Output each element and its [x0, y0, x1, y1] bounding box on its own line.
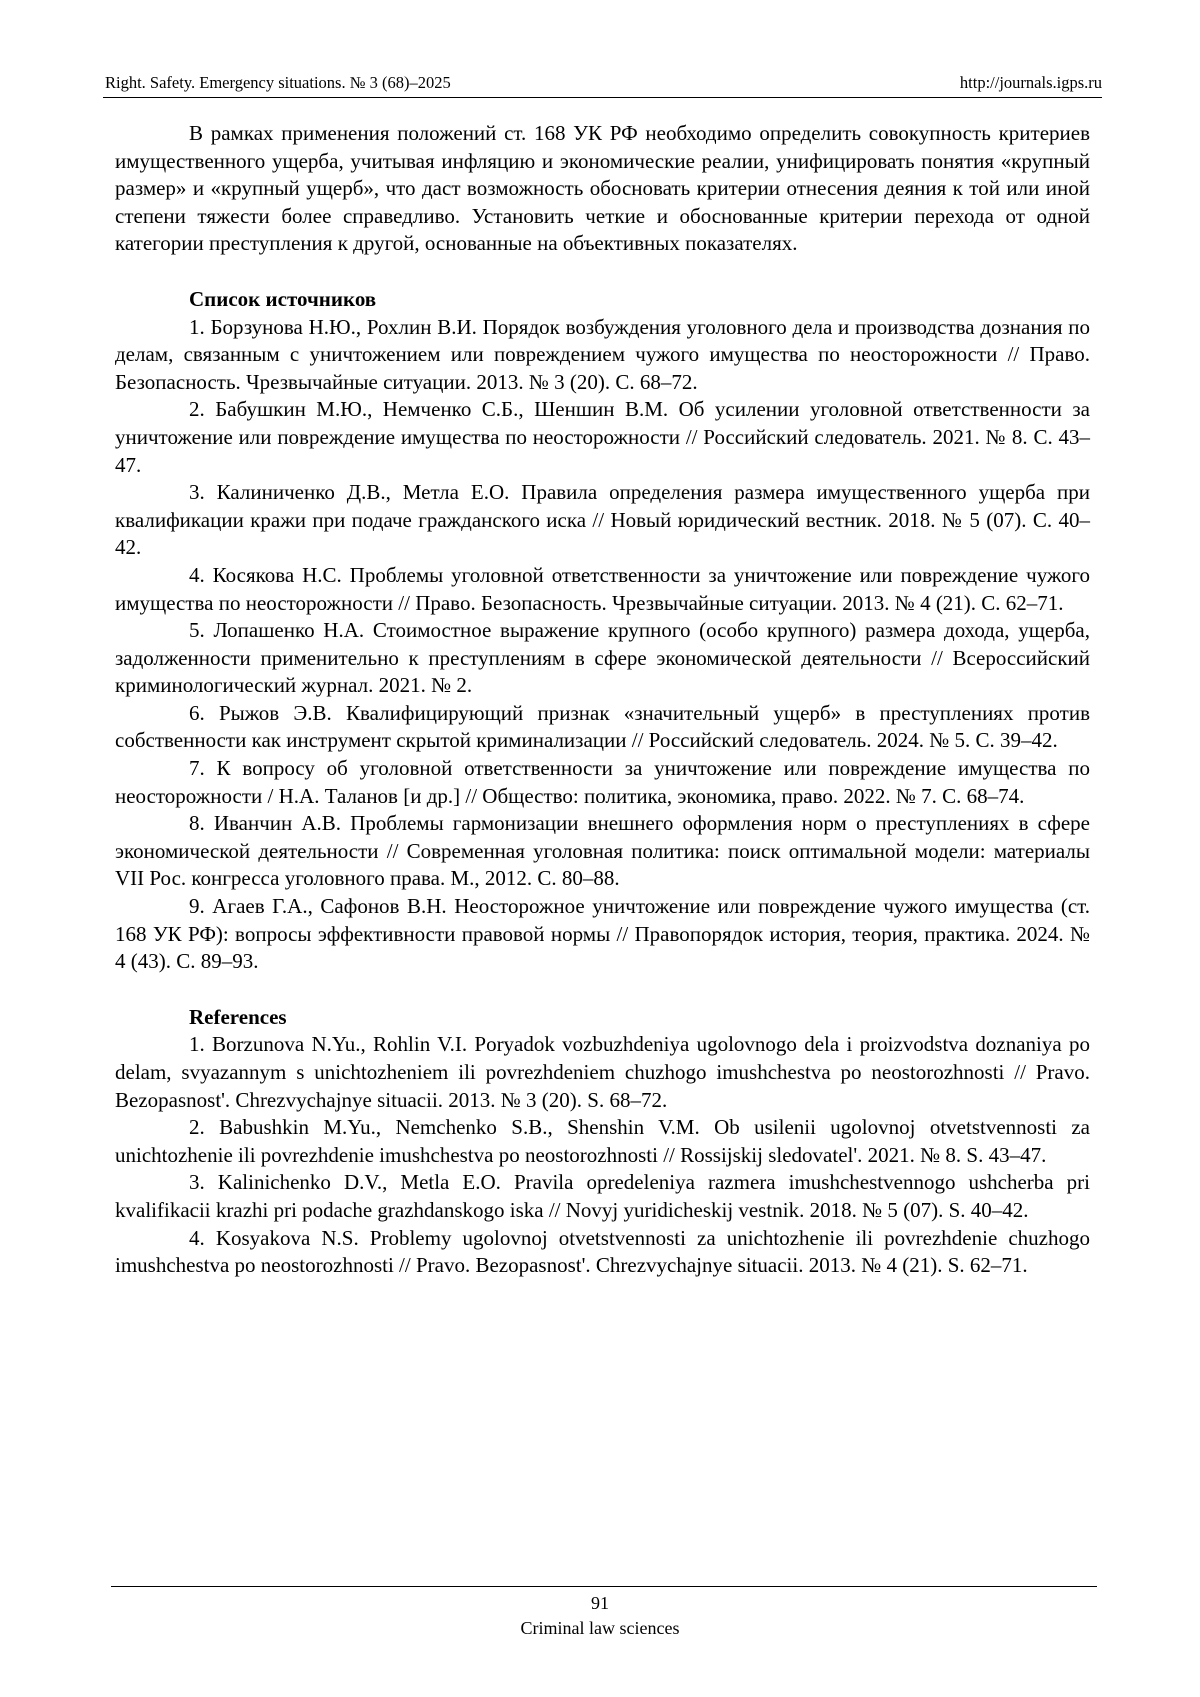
- footer-section-title: Criminal law sciences: [520, 1618, 680, 1638]
- reference-item: 1. Borzunova N.Yu., Rohlin V.I. Poryadok vozbuzhdeniya ugolovnogo dela i proizvodstva doznaniya po delam, svyazannym s unichtozheniem ili povrezhdeniem chuzhogo imushchestva po neostorozhnosti // Pravo. Bezopasnost'. Chrezvychajnye situacii. 2013. № 3 (20). S. 68–72.: [115, 1032, 1090, 1112]
- source-item: 8. Иванчин А.В. Проблемы гармонизации внешнего оформления норм о преступлениях в сфере экономической деятельности // Современная уголовная политика: поиск оптимальной модели: материалы VII Рос. конгресса уголовного права. М., 2012. С. 80–88.: [115, 811, 1090, 891]
- page-number: 91: [591, 1593, 609, 1613]
- reference-item: 3. Kalinichenko D.V., Metla E.O. Pravila opredeleniya razmera imushchestvennogo ushcherba pri kvalifikacii krazhi pri podache grazhdanskogo iska // Novyj yuridicheskij vestnik. 2018. № 5 (07). S. 40–42.: [115, 1170, 1090, 1222]
- source-item: 4. Косякова Н.С. Проблемы уголовной ответственности за уничтожение или повреждение чужого имущества по неосторожности // Право. Безопасность. Чрезвычайные ситуации. 2013. № 4 (21). С. 62–71.: [115, 562, 1090, 615]
- source-item: 7. К вопросу об уголовной ответственности за уничтожение или повреждение имущества по неосторожности / Н.А. Таланов [и др.] // Общество: политика, экономика, право. 2022. № 7. С. 68–74.: [115, 756, 1090, 808]
- footer-divider: [111, 1586, 1097, 1587]
- section-gap: [115, 976, 1090, 1004]
- running-header: [103, 73, 1102, 98]
- references-heading: References: [189, 1004, 287, 1029]
- source-item: 9. Агаев Г.А., Сафонов В.Н. Неосторожное уничтожение или повреждение чужого имущества (ст. 168 УК РФ): вопросы эффективности правовой нормы // Правопорядок история, теория, практика. 2024. № 4 (43). С. 89–93.: [115, 894, 1090, 974]
- source-item: 6. Рыжов Э.В. Квалифицирующий признак «значительный ущерб» в преступлениях против собственности как инструмент скрытой криминализации // Российский следователь. 2024. № 5. С. 39–42.: [115, 700, 1090, 753]
- source-item: 1. Борзунова Н.Ю., Рохлин В.И. Порядок возбуждения уголовного дела и производства дознания по делам, связанным с уничтожением или повреждением чужого имущества по неосторожности // Право. Безопасность. Чрезвычайные ситуации. 2013. № 3 (20). С. 68–72.: [115, 314, 1090, 394]
- source-item: 2. Бабушкин М.Ю., Немченко С.Б., Шеншин В.М. Об усилении уголовной ответственности за уничтожение или повреждение имущества по неосторожности // Российский следователь. 2021. № 8. С. 43–47.: [115, 397, 1090, 477]
- article-body: [115, 120, 1090, 1280]
- journal-title: Right. Safety. Emergency situations. № 3 (68)–2025: [105, 73, 451, 92]
- source-item: 3. Калиниченко Д.В., Метла Е.О. Правила определения размера имущественного ущерба при квалификации кражи при подаче гражданского иска // Новый юридический вестник. 2018. № 5 (07). С. 40–42.: [115, 480, 1090, 560]
- conclusion-paragraph: В рамках применения положений ст. 168 УК РФ необходимо определить совокупность критериев имущественного ущерба, учитывая инфляцию и экономические реалии, унифицировать понятия «крупный размер» и «крупный ущерб», что даст возможность обосновать критерии отнесения деяния к той или иной степени тяжести более справедливо. Установить четкие и обоснованные критерии перехода от одной категории преступления к другой, основанные на объективных показателях.: [115, 121, 1090, 256]
- section-gap: [115, 258, 1090, 286]
- reference-item: 2. Babushkin M.Yu., Nemchenko S.B., Shenshin V.M. Ob usilenii ugolovnoj otvetstvennosti za unichtozhenie ili povrezhdenie imushchestva po neostorozhnosti // Rossijskij sledovatel'. 2021. № 8. S. 43–47.: [115, 1115, 1090, 1167]
- sources-heading: Список источников: [189, 286, 377, 311]
- source-item: 5. Лопашенко Н.А. Стоимостное выражение крупного (особо крупного) размера дохода, ущерба, задолженности применительно к преступлениям в сфере экономической деятельности // Всероссийский криминологический журнал. 2021. № 2.: [115, 618, 1090, 698]
- journal-url[interactable]: http://journals.igps.ru: [959, 73, 1102, 92]
- reference-item: 4. Kosyakova N.S. Problemy ugolovnoj otvetstvennosti za unichtozhenie ili povrezhdenie chuzhogo imushchestva po neostorozhnosti // Pravo. Bezopasnost'. Chrezvychajnye situacii. 2013. № 4 (21). S. 62–71.: [115, 1225, 1090, 1278]
